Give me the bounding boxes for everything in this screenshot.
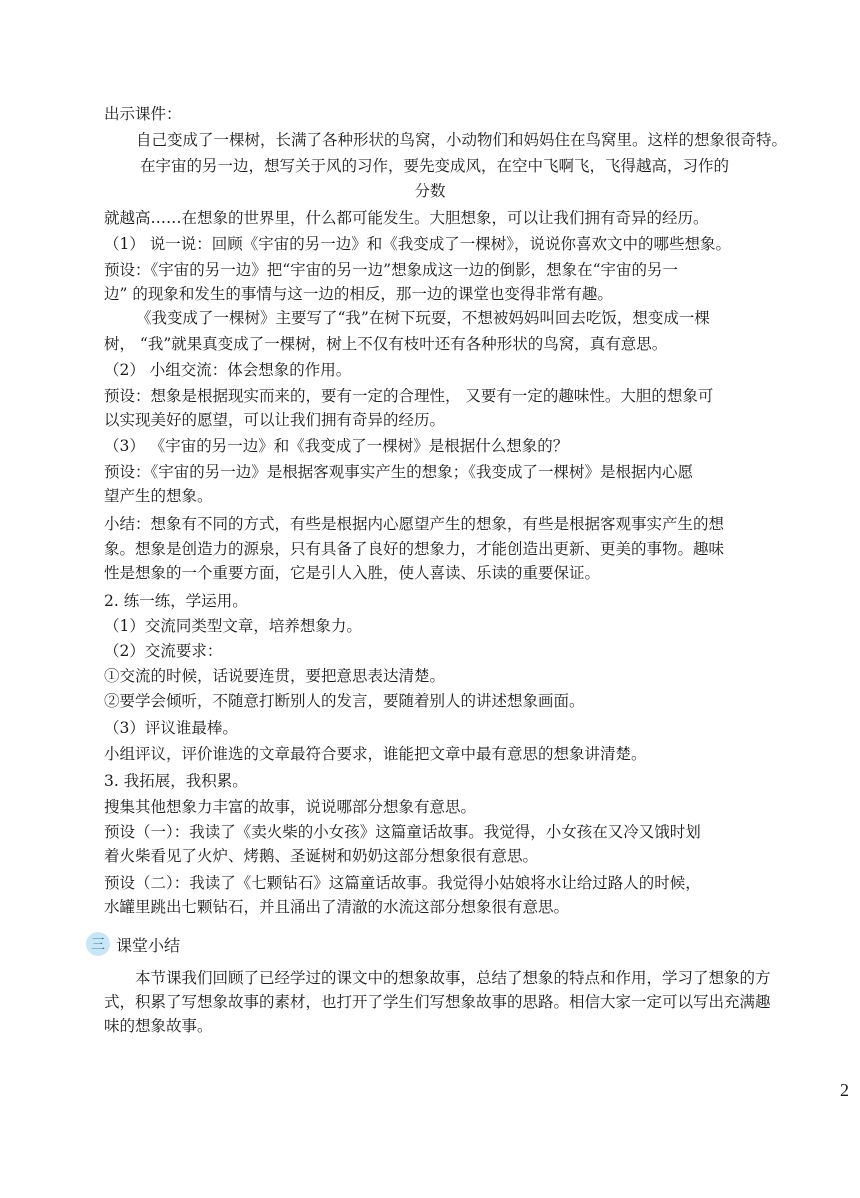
text-line: ②要学会倾听，不随意打断别人的发言，要随着别人的讲述想象画面。 [104,692,585,710]
text-line: 出示课件： [104,105,182,123]
text-line: 小结：想象有不同的方式，有些是根据内心愿望产生的想象，有些是根据客观事实产生的想 [104,515,725,533]
text-line: 象。想象是创造力的源泉，只有具备了良好的想象力，才能创造出更新、更美的事物。趣味 [104,540,725,558]
text-line: （3）评议谁最棒。 [104,719,238,737]
text-line: 预设（一）：我读了《卖火柴的小女孩》这篇童话故事。我觉得，小女孩在又冷又饿时划 [104,823,701,841]
text-line: 预设：《宇宙的另一边》是根据客观事实产生的想象；《我变成了一棵树》是根据内心愿 [104,463,694,481]
section-number-badge: 三 [86,932,110,956]
text-line: 自己变成了一棵树，长满了各种形状的鸟窝，小动物们和妈妈住在鸟窝里。这样的想象很奇特。 [136,131,788,149]
text-line: 性是想象的一个重要方面，它是引人入胜，使人喜读、乐读的重要保证。 [104,564,601,582]
text-line: 预设：想象是根据现实而来的，要有一定的合理性， 又要有一定的趣味性。大胆的想象可 [104,387,714,405]
text-line: （1）交流同类型文章，培养想象力。 [104,617,362,635]
text-line: 预设（二）：我读了《七颗钻石》这篇童话故事。我觉得小姑娘将水让给过路人的时候， [104,874,701,892]
text-line: 树， “我”就果真变成了一棵树，树上不仅有枝叶还有各种形状的鸟窝，真有意思。 [104,335,668,353]
text-line: （2） 小组交流：体会想象的作用。 [104,361,352,379]
text-line: （2）交流要求： [104,642,223,660]
section-heading [86,931,180,957]
text-line: 以实现美好的愿望，可以让我们拥有奇异的经历。 [104,411,446,429]
summary-paragraph: 本节课我们回顾了已经学过的课文中的想象故事，总结了想象的特点和作用，学习了想象的方式，积累了写想象故事的素材，也打开了学生们写想象故事的思路。相信大家一定可以写出充满趣味的想象故事。 [104,969,771,1035]
text-line: 3. 我拓展，我积累。 [104,772,248,790]
text-line: 着火柴看见了火炉、烤鹅、圣诞树和奶奶这部分想象很有意思。 [104,847,539,865]
text-line: 望产生的想象。 [104,487,213,505]
text-line: （3） 《宇宙的另一边》和《我变成了一棵树》是根据什么想象的？ [104,437,569,455]
text-line: 在宇宙的另一边，想写关于风的习作，要先变成风，在空中飞啊飞，飞得越高，习作的 [140,157,730,175]
section-title: 课堂小结 [116,935,181,955]
text-line: ①交流的时候，话说要连贯，要把意思表达清楚。 [104,667,446,685]
text-line: 搜集其他想象力丰富的故事，说说哪部分想象有意思。 [104,798,477,816]
page-number: 2 [840,1080,849,1100]
text-line: （1） 说一说：回顾《宇宙的另一边》和《我变成了一棵树》，说说你喜欢文中的哪些想象。 [104,235,732,253]
text-line: 分数 [414,182,446,200]
text-line: 2. 练一练，学运用。 [104,592,248,610]
text-line: 水罐里跳出七颗钻石，并且涌出了清澈的水流这部分想象很有意思。 [104,898,570,916]
text-line: 边” 的现象和发生的事情与这一边的相反，那一边的课堂也变得非常有趣。 [104,285,613,303]
text-line: 预设：《宇宙的另一边》把“宇宙的另一边”想象成这一边的倒影，想象在“宇宙的另一 [104,261,679,279]
text-line: 小组评议，评价谁选的文章最符合要求，谁能把文章中最有意思的想象讲清楚。 [104,745,647,763]
text-line: 就越高……在想象的世界里，什么都可能发生。大胆想象，可以让我们拥有奇异的经历。 [104,209,709,227]
text-line: 《我变成了一棵树》主要写了“我”在树下玩耍，不想被妈妈叫回去吃饭，想变成一棵 [136,309,710,327]
